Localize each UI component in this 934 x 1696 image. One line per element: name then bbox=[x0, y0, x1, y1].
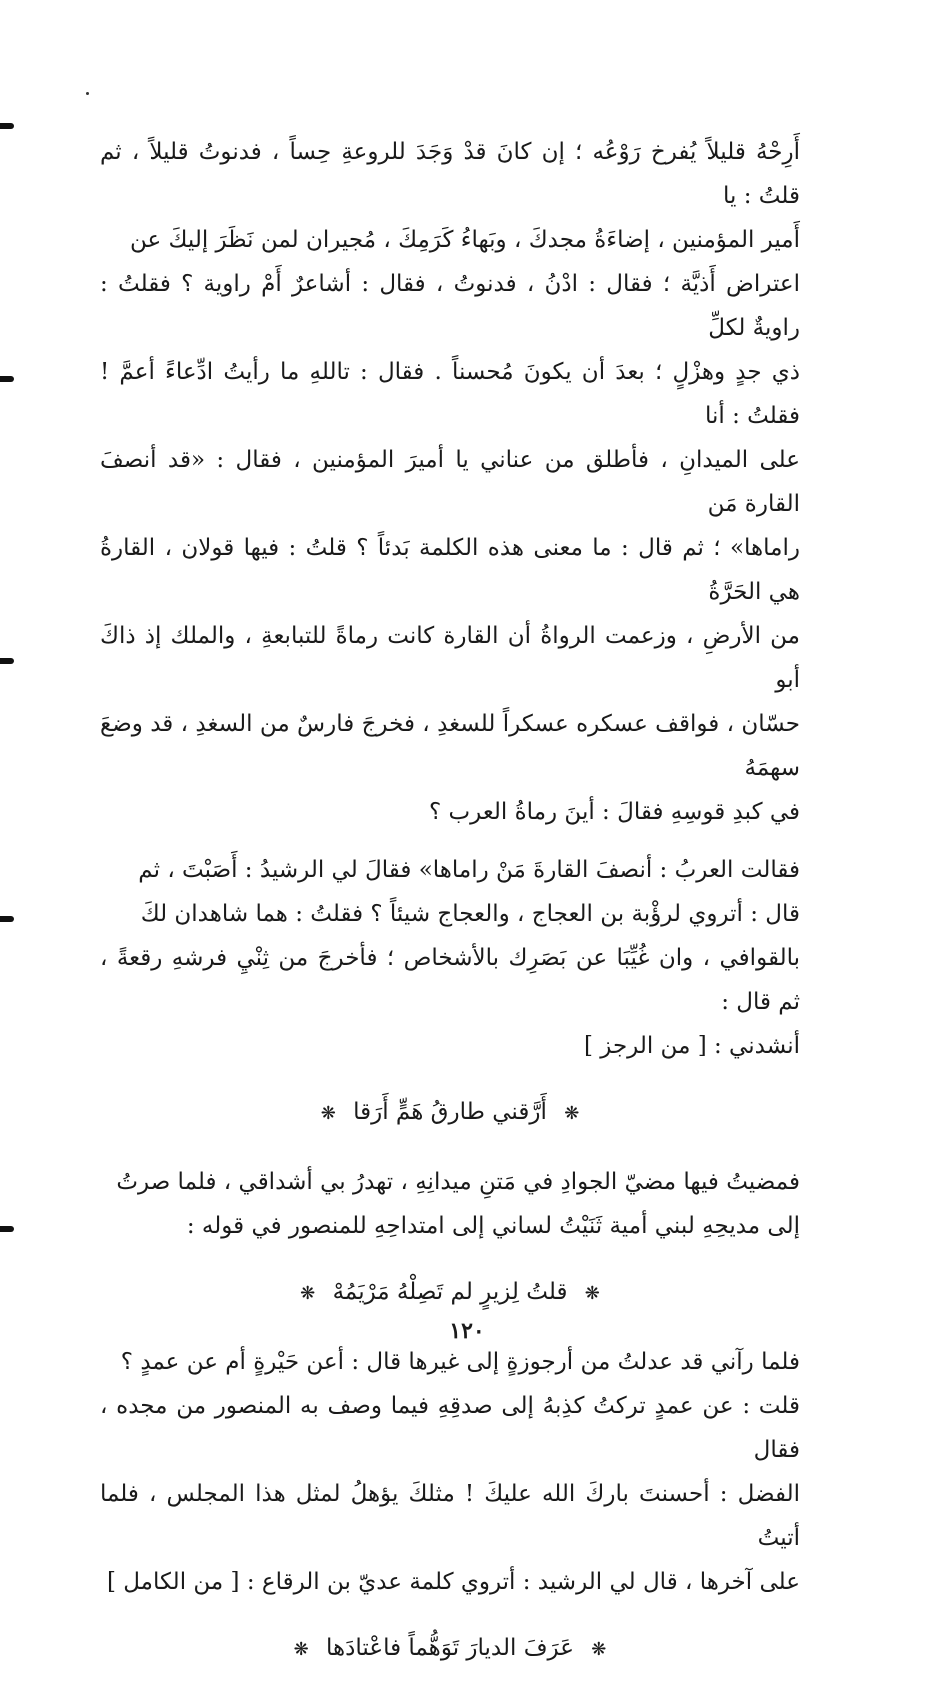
text-line: قال : أتروي لرؤْبة بن العجاج ، والعجاج شيئاً ؟ فقلتُ : هما شاهدان لكَ bbox=[140, 901, 800, 927]
text-line: أَرِحْهُ قليلاً يُفرخ رَوْعُه ؛ إن كانَ قدْ وَجَدَ للروعةِ حِساً ، فدنوتُ قليلاً ، ثم قلتُ : يا bbox=[100, 139, 800, 209]
edge-mark bbox=[0, 916, 14, 922]
text-line: إلى مديحِهِ لبني أمية ثَنَيْتُ لساني إلى امتداحِهِ للمنصور في قوله : bbox=[186, 1213, 800, 1239]
text-line: حسّان ، فواقف عسكره عسكراً للسغدِ ، فخرجَ فارسٌ من السغدِ ، قد وضعَ سهمَهُ bbox=[100, 711, 800, 781]
paragraph bbox=[100, 1340, 800, 1604]
verse-marker-icon: ❋ bbox=[320, 1103, 336, 1124]
page-number: ١٢٠ bbox=[449, 1318, 485, 1344]
text-line: قلت : عن عمدٍ تركتُ كذِبهُ إلى صدقِهِ فيما وصف به المنصور من مجده ، فقال bbox=[100, 1393, 800, 1463]
verse-text: أَرَّقني طارقُ هَمٍّ أَرَقا bbox=[353, 1099, 547, 1125]
paragraph bbox=[100, 1160, 800, 1248]
text-line: فقالت العربُ : أنصفَ القارةَ مَنْ راماها» فقالَ لي الرشيدُ : أَصَبْتَ ، ثم bbox=[138, 857, 800, 883]
text-line: أَمير المؤمنين ، إضاءَةُ مجدكَ ، وبَهاءُ كَرَمِكَ ، مُجيران لمن نَظَرَ إليكَ عن bbox=[129, 227, 800, 253]
verse-marker-icon: ❋ bbox=[591, 1639, 607, 1660]
edge-mark bbox=[0, 123, 14, 129]
text-line: الفضل : أحسنتَ باركَ الله عليكَ ! مثلكَ يؤهلُ لمثل هذا المجلس ، فلما أتيتُ bbox=[100, 1481, 800, 1551]
stray-dot bbox=[86, 92, 89, 95]
text-line: ذي جدٍ وهزْلٍ ؛ بعدَ أن يكونَ مُحسناً . فقال : تاللهِ ما رأيتُ ادِّعاءً أعمَّ ! فقلتُ : أنا bbox=[100, 359, 800, 429]
text-line: بالقوافي ، وان غُيِّبَا عن بَصَرِك بالأشخاص ؛ فأخرجَ من ثِنْيِ فرشهِ رقعةً ، ثم قال : bbox=[100, 945, 800, 1015]
paragraph bbox=[100, 130, 800, 834]
text-line: فلما رآني قد عدلتُ من أرجوزةٍ إلى غيرها قال : أعن حَيْرةٍ أم عن عمدٍ ؟ bbox=[120, 1349, 800, 1375]
text-line: راماها» ؛ ثم قال : ما معنى هذه الكلمة بَدئاً ؟ قلتُ : فيها قولان ، القارةُ هي الحَرَّةُ bbox=[100, 535, 800, 605]
verse-text: عَرَفَ الديارَ تَوَهُّماً فاعْتادَها bbox=[326, 1635, 574, 1661]
verse-line bbox=[100, 1270, 800, 1316]
verse-line bbox=[100, 1090, 800, 1136]
verse-text: قلتُ لِزيرٍ لم تَصِلْهُ مَرْيَمُهْ bbox=[332, 1279, 568, 1305]
verse-marker-icon: ❋ bbox=[584, 1283, 600, 1304]
page-body bbox=[100, 130, 800, 1696]
text-line: في كبدِ قوسِهِ فقالَ : أينَ رماةُ العرب ؟ bbox=[428, 799, 800, 825]
edge-mark bbox=[0, 658, 14, 664]
text-line: أنشدني : [ من الرجز ] bbox=[583, 1033, 800, 1059]
verse-marker-icon: ❋ bbox=[293, 1639, 309, 1660]
text-line: على آخرها ، قال لي الرشيد : أتروي كلمة عديّ بن الرقاع : [ من الكامل ] bbox=[106, 1569, 800, 1595]
verse-line bbox=[100, 1626, 800, 1672]
text-line: فمضيتُ فيها مضيّ الجوادِ في مَتنِ ميدانِهِ ، تهدرُ بي أشداقي ، فلما صرتُ bbox=[116, 1169, 800, 1195]
text-line: من الأرضِ ، وزعمت الرواةُ أن القارة كانت رماةً للتبابعةِ ، والملك إذ ذاكَ أبو bbox=[100, 623, 800, 693]
text-line: على الميدانِ ، فأطلق من عناني يا أميرَ المؤمنين ، فقال : «قد أنصفَ القارة مَن bbox=[100, 447, 800, 517]
verse-marker-icon: ❋ bbox=[300, 1283, 316, 1304]
text-line: اعتراض أَذيَّة ؛ فقال : ادْنُ ، فدنوتُ ، فقال : أشاعرٌ أَمْ راوية ؟ فقلتُ : راويةٌ لكلِّ bbox=[100, 271, 800, 341]
paragraph bbox=[100, 848, 800, 1068]
edge-mark bbox=[0, 376, 14, 382]
verse-marker-icon: ❋ bbox=[564, 1103, 580, 1124]
edge-mark bbox=[0, 1226, 14, 1232]
